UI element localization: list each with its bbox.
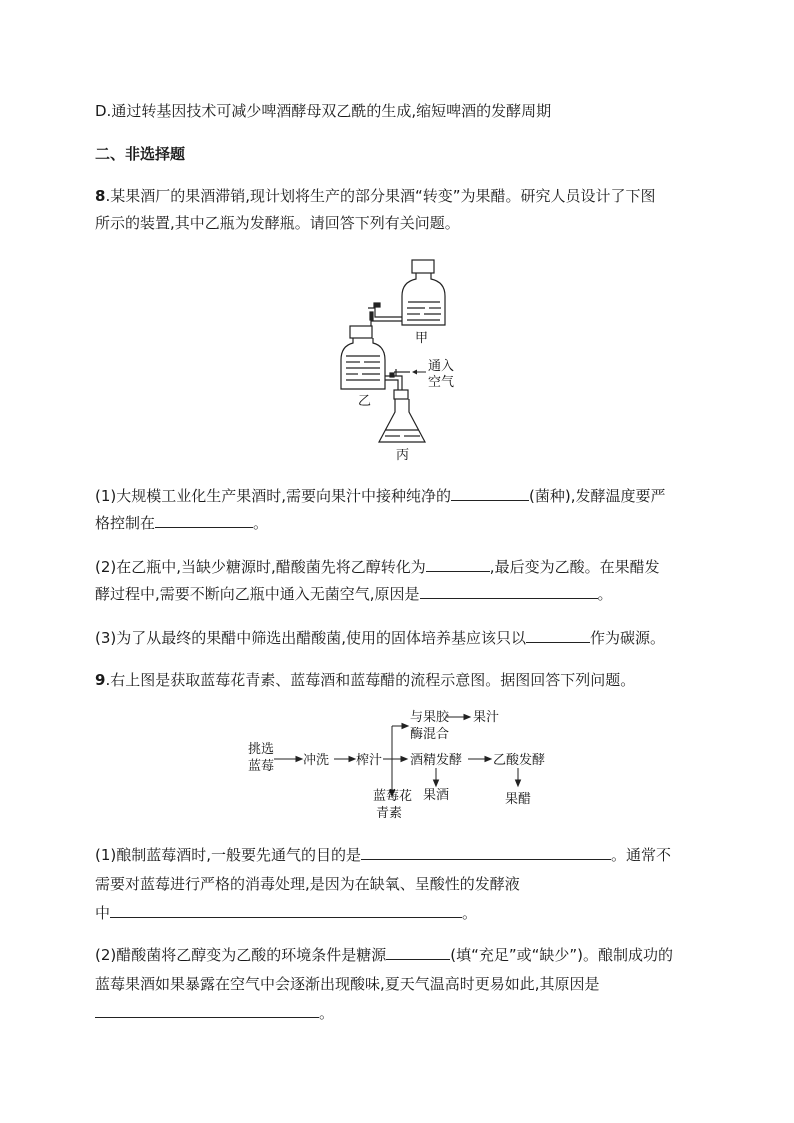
q8-p2-text-c: 酵过程中,需要不断向乙瓶中通入无菌空气,原因是	[95, 585, 420, 603]
flow-acetic-ferment: 乙酸发酵	[493, 753, 546, 768]
q9-p1-text-d: 中	[95, 904, 111, 922]
label-air-1: 通入	[428, 359, 455, 374]
flow-fruit-juice: 果汁	[473, 710, 500, 725]
q8-p2-text-b: ,最后变为乙酸。在果醋发	[489, 558, 660, 576]
q9-p1-text-b: 。通常不	[611, 846, 672, 864]
q9-p1-text-e: 。	[462, 904, 478, 922]
q9-stem-text: .右上图是获取蓝莓花青素、蓝莓酒和蓝莓醋的流程示意图。据图回答下列问题。	[105, 671, 636, 689]
q9-p1-line1	[95, 845, 671, 865]
label-air-2: 空气	[428, 375, 455, 390]
q9-p2-line3	[95, 1003, 334, 1023]
q8-p3-line	[95, 628, 665, 648]
q9-p2-line2: 蓝莓果酒如果暴露在空气中会逐渐出现酸味,夏天气温高时更易如此,其原因是	[95, 975, 600, 993]
answer-blank-8-5[interactable]	[526, 628, 590, 643]
answer-blank-9-2[interactable]	[110, 903, 462, 918]
flask-bing-stopper	[394, 390, 408, 399]
q8-p1-line1	[95, 486, 666, 506]
q9-p1-line3	[95, 903, 477, 923]
q8-p1-line2	[95, 513, 268, 533]
q8-p3-text-a: (3)为了从最终的果醋中筛选出醋酸菌,使用的固体培养基应该只以	[95, 629, 527, 647]
q9-p1-text-a: (1)酿制蓝莓酒时,一般要先通气的目的是	[95, 846, 362, 864]
flow-juice-press: 榨汁	[356, 753, 383, 768]
answer-blank-9-1[interactable]	[361, 845, 611, 860]
flow-wash: 冲洗	[303, 753, 330, 768]
q8-apparatus-figure	[330, 252, 470, 464]
bottle-jia-stopper	[412, 260, 434, 273]
flow-select-1: 挑选	[248, 742, 275, 757]
flow-fruit-wine: 果酒	[423, 788, 450, 803]
flow-alcohol-ferment: 酒精发酵	[410, 753, 463, 768]
q8-p1-text-a: (1)大规模工业化生产果酒时,需要向果汁中接种纯净的	[95, 487, 452, 505]
q8-p2-line1	[95, 557, 660, 577]
bottle-yi	[341, 338, 385, 389]
q9-p2-text-d: 。	[319, 1004, 335, 1022]
q8-stem-line2: 所示的装置,其中乙瓶为发酵瓶。请回答下列有关问题。	[95, 214, 460, 232]
bottle-jia	[402, 273, 445, 325]
air-inlet-arrow-icon	[412, 370, 417, 375]
q8-stem-line1	[95, 186, 656, 206]
q8-p1-text-d: 。	[253, 514, 269, 532]
bottle-yi-stopper	[350, 326, 372, 338]
answer-blank-8-3[interactable]	[426, 557, 490, 572]
section-title: 二、非选择题	[95, 145, 186, 163]
answer-blank-8-1[interactable]	[451, 486, 529, 501]
flow-pectinase-1: 与果胶	[410, 710, 450, 725]
answer-blank-9-4[interactable]	[95, 1003, 319, 1018]
flow-anthocyanin-2: 青素	[376, 806, 403, 821]
q8-number: 8	[95, 187, 106, 205]
q9-flow-diagram	[240, 708, 560, 824]
answer-blank-9-3[interactable]	[386, 945, 450, 960]
q8-p1-text-c: 格控制在	[95, 514, 156, 532]
flow-anthocyanin-1: 蓝莓花	[373, 789, 413, 804]
q8-p2-text-a: (2)在乙瓶中,当缺少糖源时,醋酸菌先将乙醇转化为	[95, 558, 426, 576]
answer-blank-8-2[interactable]	[155, 513, 253, 528]
q9-p2-text-b: (填“充足”或“缺少”)。酿制成功的	[450, 946, 674, 964]
label-jia: 甲	[415, 331, 429, 346]
q8-p2-line2	[95, 584, 613, 604]
flow-fruit-vinegar: 果醋	[505, 792, 532, 807]
q8-p2-text-d: 。	[597, 585, 613, 603]
label-yi: 乙	[358, 394, 372, 409]
flow-select-2: 蓝莓	[248, 759, 275, 774]
answer-blank-8-4[interactable]	[420, 584, 598, 599]
q9-p1-line2: 需要对蓝莓进行严格的消毒处理,是因为在缺氧、呈酸性的发酵液	[95, 875, 520, 893]
label-bing: 丙	[396, 448, 410, 463]
q8-p3-text-b: 作为碳源。	[590, 629, 666, 647]
q9-p2-line1	[95, 945, 673, 965]
option-d: D.通过转基因技术可减少啤酒酵母双乙酰的生成,缩短啤酒的发酵周期	[95, 102, 552, 120]
q9-number: 9	[95, 671, 106, 689]
q9-p2-text-a: (2)醋酸菌将乙醇变为乙酸的环境条件是糖源	[95, 946, 387, 964]
q9-stem	[95, 670, 635, 690]
flow-pectinase-2: 酶混合	[410, 727, 450, 742]
q8-stem-text-1: .某果酒厂的果酒滞销,现计划将生产的部分果酒“转变”为果醋。研究人员设计了下图	[105, 187, 656, 205]
q8-p1-text-b: (菌种),发酵温度要严	[529, 487, 666, 505]
